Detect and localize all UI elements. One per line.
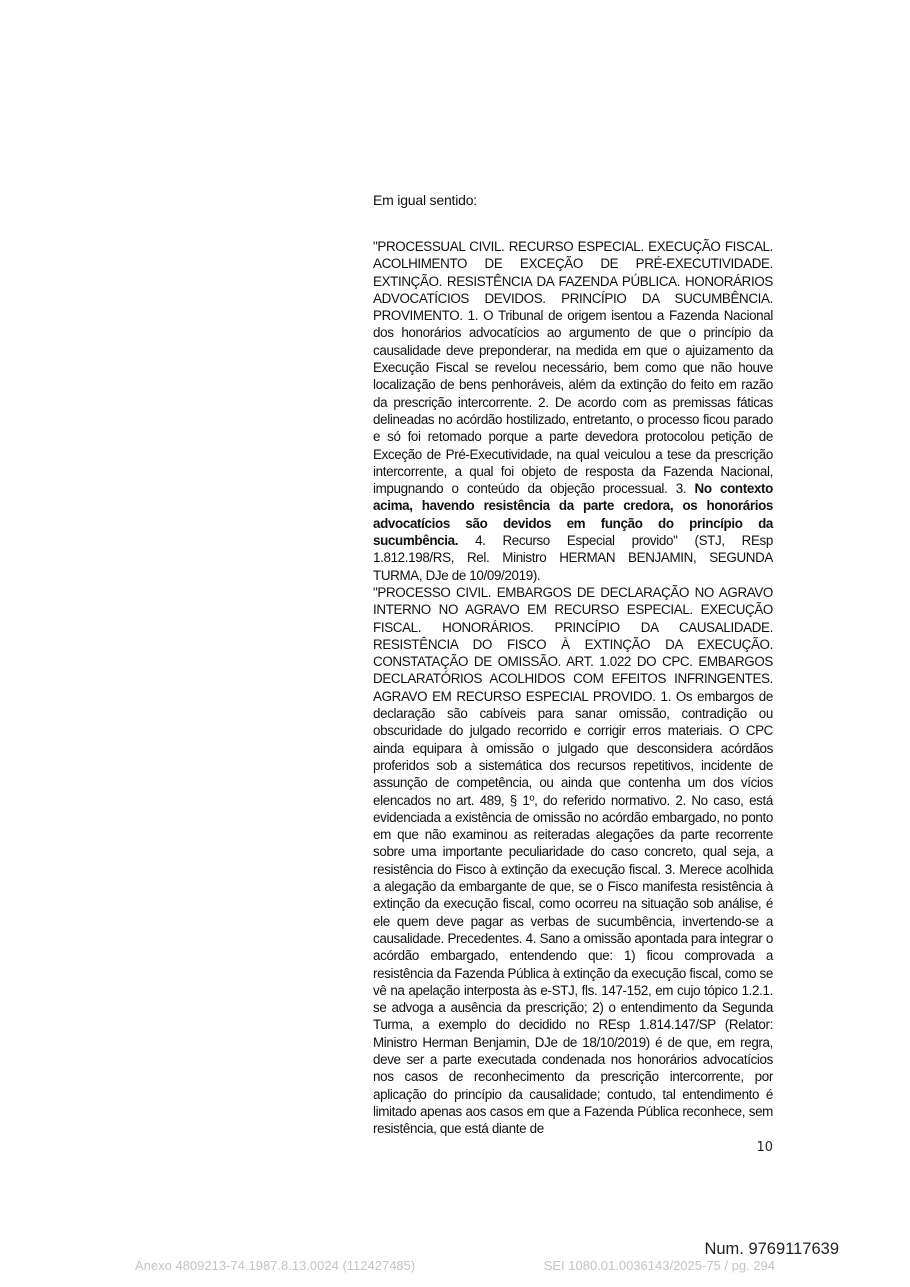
intro-text: Em igual sentido: [373,192,477,208]
quote-block-2 [373,584,773,1138]
quote-1-bold-text: No contexto acima, havendo resistência da parte credora, os honorários advocatícios são devidos em função do princípio da sucumbência. [373,481,773,549]
quote-paragraph-1 [373,238,773,584]
quote-1-text: "PROCESSUAL CIVIL. RECURSO ESPECIAL. EXECUÇÃO FISCAL. ACOLHIMENTO DE EXCEÇÃO DE PRÉ-EXECUTIVIDADE. EXTINÇÃO. RESISTÊNCIA DA FAZENDA PÚBLICA. HONORÁRIOS ADVOCATÍCIOS DEVIDOS. PRINCÍPIO DA SUCUMBÊNCIA. PROVIMENTO. 1. O Tribunal de origem isentou a Fazenda Nacional dos honorários advocatícios ao argumento de que o princípio da causalidade deve preponderar, na medida em que o ajuizamento da Execução Fiscal se revelou necessário, bem como que não houve localização de bens penhoráveis, além da extinção do feito em razão da prescrição intercorrente. 2. De acordo com as premissas fáticas delineadas no acórdão hostilizado, entretanto, o processo ficou parado e só foi retomado porque a parte devedora protocolou petição de Exceção de Pré-Executividade, na qual veiculou a tese da prescrição intercorrente, a qual foi objeto de resposta da Fazenda Nacional, impugnando o conteúdo da objeção processual. 3. [373,239,773,497]
page-number: 10 [756,1140,773,1155]
footer-annex-reference: Anexo 4809213-74.1987.8.13.0024 (112427485) [135,1258,416,1273]
document-number: Num. 9769117639 [704,1240,839,1258]
quote-1-citation: 4. Recurso Especial provido" (STJ, REsp 1.812.198/RS, Rel. Ministro HERMAN BENJAMIN, SEGUNDA TURMA, DJe de 10/09/2019). [373,533,773,583]
quote-block-1 [373,238,773,584]
footer-sei-reference: SEI 1080.01.0036143/2025-75 / pg. 294 [543,1258,775,1273]
quote-paragraph-2: "PROCESSO CIVIL. EMBARGOS DE DECLARAÇÃO NO AGRAVO INTERNO NO AGRAVO EM RECURSO ESPECIAL. EXECUÇÃO FISCAL. HONORÁRIOS. PRINCÍPIO DA CAUSALIDADE. RESISTÊNCIA DO FISCO À EXTINÇÃO DA EXECUÇÃO. CONSTATAÇÃO DE OMISSÃO. ART. 1.022 DO CPC. EMBARGOS DECLARATÓRIOS ACOLHIDOS COM EFEITOS INFRINGENTES. AGRAVO EM RECURSO ESPECIAL PROVIDO. 1. Os embargos de declaração são cabíveis para sanar omissão, contradição ou obscuridade do julgado recorrido e corrigir erros materiais. O CPC ainda equipara à omissão o julgado que desconsidera acórdãos proferidos sob a sistemática dos recursos repetitivos, incidente de assunção de competência, ou ainda que contenha um dos vícios elencados no art. 489, § 1º, do referido normativo. 2. No caso, está evidenciada a existência de omissão no acórdão embargado, no ponto em que não examinou as reiteradas alegações da parte recorrente sobre uma importante peculiaridade do caso concreto, qual seja, a resistência do Fisco à extinção da execução fiscal. 3. Merece acolhida a alegação da embargante de que, se o Fisco manifesta resistência à extinção da execução fiscal, como ocorreu na situação sob análise, é ele quem deve pagar as verbas de sucumbência, invertendo-se a causalidade. Precedentes. 4. Sano a omissão apontada para integrar o acórdão embargado, entendendo que: 1) ficou comprovada a resistência da Fazenda Pública à extinção da execução fiscal, como se vê na apelação interposta às e-STJ, fls. 147-152, em cujo tópico 1.2.1. se advoga a ausência da prescrição; 2) o entendimento da Segunda Turma, a exemplo do decidido no REsp 1.814.147/SP (Relator: Ministro Herman Benjamin, DJe de 18/10/2019) é de que, em regra, deve ser a parte executada condenada nos honorários advocatícios nos casos de reconhecimento da prescrição intercorrente, por aplicação do princípio da causalidade; contudo, tal entendimento é limitado apenas aos casos em que a Fazenda Pública reconhece, sem resistência, que está diante de [373,585,773,1137]
